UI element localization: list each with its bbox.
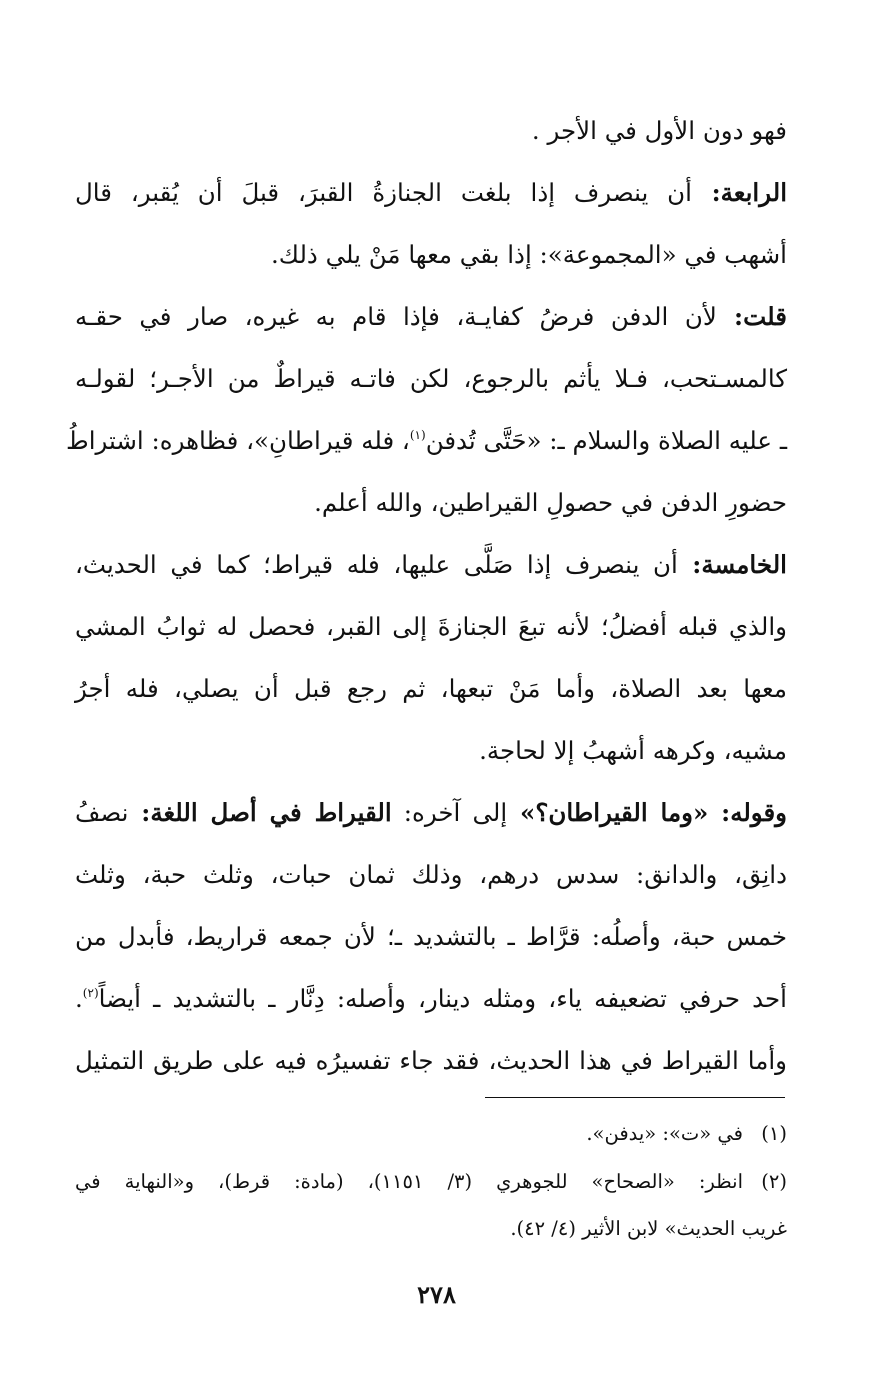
footnote-number: (٢) — [761, 1170, 787, 1193]
footnote — [75, 1114, 787, 1154]
text-line — [75, 535, 787, 595]
text-line — [75, 659, 787, 719]
line-text: خمس حبة، وأصلُه: قرَّاط ـ بالتشديد ـ؛ لأن جمعه قراريط، فأبدل من — [75, 922, 787, 951]
line-bold-label: قلت: — [716, 302, 787, 331]
line-text: لأن الدفن فرضُ كفايـة، فإذا قام به غيره، صار في حقـه — [75, 302, 717, 331]
text-line — [66, 411, 787, 471]
footnote-number: (١) — [761, 1122, 787, 1145]
line-text: كالمسـتحب، فـلا يأثم بالرجوع، لكن فاتـه قيراطٌ من الأجـر؛ لقولـه — [75, 364, 787, 393]
line-text-cont: ، فله قيراطانِ»، فظاهره: اشتراطُ — [66, 426, 410, 455]
footnote-ref[interactable]: (١) — [409, 428, 426, 442]
text-line — [75, 349, 787, 409]
footnote-divider — [485, 1097, 785, 1098]
line-text: وأما القيراط في هذا الحديث، فقد جاء تفسيرُه فيه على طريق التمثيل — [75, 1046, 787, 1075]
line-text: أشهب في «المجموعة»: إذا بقي معها مَنْ يلي ذلك. — [271, 240, 787, 269]
text-line — [75, 473, 787, 533]
footnote-text: في «ت»: «يدفن». — [586, 1122, 743, 1145]
line-text: أن ينصرف إذا صَلَّى عليها، فله قيراط؛ كما في الحديث، — [75, 550, 678, 579]
line-text: فهو دون الأول في الأجر . — [531, 116, 787, 145]
line-text-cont: . — [75, 984, 83, 1013]
line-text: دانِق، والدانق: سدس درهم، وذلك ثمان حبات، وثلث حبة، وثلث — [75, 860, 787, 889]
footnote-ref[interactable]: (٢) — [82, 986, 99, 1000]
line-text: حضورِ الدفن في حصولِ القيراطين، والله أعلم. — [314, 488, 787, 517]
text-line — [75, 287, 787, 347]
line-bold-label: وقوله: «وما القيراطان؟» — [507, 798, 787, 827]
text-line — [75, 845, 787, 905]
footnote-text: انظر: «الصحاح» للجوهري (٣/ ١١٥١)، (مادة: قرط)، و«النهاية في — [75, 1170, 743, 1193]
line-text: مشيه، وكرهه أشهبُ إلا لحاجة. — [479, 736, 787, 765]
footnote-continuation — [75, 1209, 787, 1249]
line-bold-label: الخامسة: — [677, 550, 787, 579]
line-text-cont: نصفُ — [75, 798, 129, 827]
text-line — [75, 101, 787, 161]
line-text: والذي قبله أفضلُ؛ لأنه تبعَ الجنازةَ إلى القبر، فحصل له ثوابُ المشي — [75, 612, 787, 641]
page-number: ٢٧٨ — [417, 1280, 456, 1309]
text-line — [75, 1031, 787, 1091]
text-line — [75, 163, 787, 223]
line-text: معها بعد الصلاة، وأما مَنْ تبعها، ثم رجع قبل أن يصلي، فله أجرُ — [75, 674, 787, 703]
text-line — [75, 721, 787, 781]
line-text: إلى آخره: — [391, 798, 508, 827]
footnote — [75, 1162, 787, 1202]
line-bold-label: الرابعة: — [691, 178, 788, 207]
text-line — [75, 969, 787, 1029]
footnote-text: غريب الحديث» لابن الأثير (٤/ ٤٢). — [510, 1217, 787, 1240]
line-text: أحد حرفي تضعيفه ياء، ومثله دينار، وأصله: دِنَّار ـ بالتشديد ـ أيضاً — [98, 984, 787, 1013]
text-line — [75, 597, 787, 657]
line-text: ـ عليه الصلاة والسلام ـ: «حَتَّى تُدفن — [425, 426, 787, 455]
line-bold-label: القيراط في أصل اللغة: — [128, 798, 392, 827]
text-line — [75, 907, 787, 967]
line-text: أن ينصرف إذا بلغت الجنازةُ القبرَ، قبلَ أن يُقبر، قال — [75, 178, 692, 207]
text-line — [75, 225, 787, 285]
text-line — [75, 783, 787, 843]
